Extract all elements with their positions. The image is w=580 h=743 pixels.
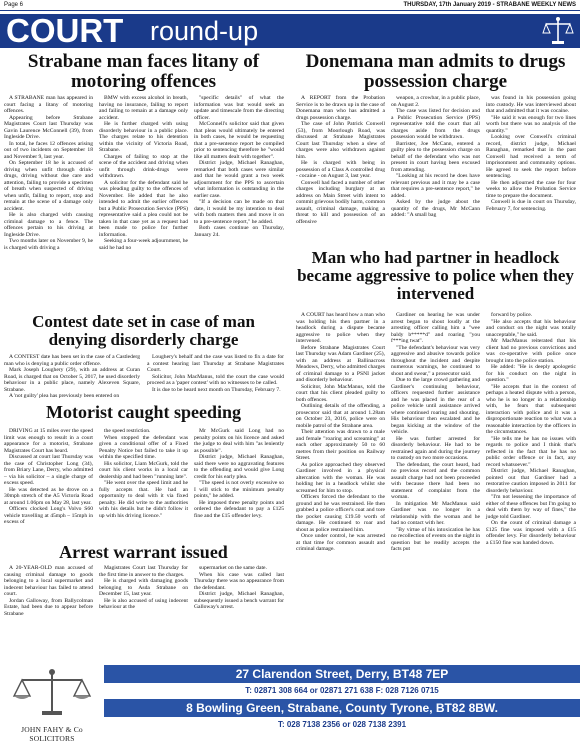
article-paragraph: District judge, Michael Ranaghan, said there were no aggravating features to the offending and would give Long credit for his early plea.	[194, 454, 284, 480]
firm-logo	[4, 668, 100, 743]
article-paragraph: Jordan Galloway, from Ballycolman Estate, had been due to appear before Strabane	[4, 597, 93, 617]
article-paragraph: When his case was called last Thursday there was no appearance from the defendant.	[194, 571, 284, 591]
article-paragraph: "He went over the speed limit and he fully accepts that. He had an opportunity to deal with it via fixed penalty. He did write to the authorities with his details but he didn't follow it up with his driving licence."	[99, 480, 188, 519]
article-paragraph: "He also accepts that his behaviour and conduct on the night was totally unacceptable," he said.	[486, 318, 576, 338]
office1-address: 27 Clarendon Street, Derry, BT48 7EP	[104, 665, 580, 683]
article-paragraph: District judge, Michael Ranaghan, remarked that both cases were similar and that he would grant a two week adjournment for the PPS to ascertain what information is outstanding in the earlier case.	[194, 160, 284, 199]
article-paragraph: forward by police.	[491, 312, 533, 318]
headline-warrant: Arrest warrant issued	[59, 542, 228, 562]
article-column	[391, 312, 480, 662]
article-paragraph: The case of John Patrick Conwell (53), from Moorlough Road, was discussed at Strabane Magistrates Court last Thursday when a slew of charges were also withdrawn against him.	[296, 121, 385, 160]
article-paragraph: Looking over Conwell's criminal record, district judge, Michael Ranaghan, remarked that in the past Conwell had received a term of imprisonment and community options. He agreed to seek the report before sentencing.	[486, 134, 576, 179]
office1-phones: T: 02871 308 664 or 02871 271 638 F: 028 7126 0715	[245, 686, 439, 695]
article-paragraph: A STRABANE man has appeared in court facing a litany of motoring offences.	[4, 95, 93, 114]
header-rule	[0, 10, 580, 11]
article-column	[486, 312, 576, 662]
article-paragraph: As police approached they observed Gardiner involved in a physical altercation with the woman. He was holding her in a headlock whilst she screamed for him to stop.	[296, 461, 385, 494]
article-paragraph: A solicitor for the defendant said he was pleading guilty to the offences of November. He added that he also intended to admit the earlier offences but a Public Prosecution Service (PPS) representative said a plea could not be taken in that case yet as a request had been made to police for further information.	[99, 179, 188, 238]
article-paragraph: was found in his possession going into custody. He was interviewed about that and admitted that it was cocaine.	[486, 95, 576, 114]
article-paragraph: A COURT has heard how a man who was holding his then partner in a headlock during a dispute became aggressive to police when they intervened.	[296, 312, 385, 344]
article-contest-body	[4, 354, 284, 404]
article-paragraph: Asked by the judge about the quantity of the drugs, Mr McCann added: "A small bag	[391, 199, 480, 218]
article-paragraph: Mark Joseph Loughery (29), with an address at Curan Road, is charged that on October 5, 2017, he used disorderly behaviour in a public place, namely Alexeven Square, Strabane.	[4, 367, 140, 393]
office2-phones: T: 028 7138 2356 or 028 7138 2391	[277, 720, 407, 729]
article-paragraph: Outlining details of the offending, a prosecutor said that at around 1.28am on October 23, 2016, police were on mobile patrol of the Strabane area.	[296, 403, 385, 429]
banner-roundup: round-up	[150, 16, 259, 46]
scales-logo-icon	[4, 668, 100, 718]
article-column	[194, 428, 284, 538]
article-paragraph: "I'm not lessening the importance of either of these offences but I'm going to deal with them by way of fines," the judge told Gardiner.	[486, 494, 576, 520]
article-paragraph: Conwell is due in court on Thursday, February 7, for sentencing.	[486, 199, 576, 212]
article-paragraph: When stopped the defendant was given a conditional offer of a Fixed Penalty Notice but failed to take it up within the specified time.	[99, 434, 188, 460]
solicitor-advert	[0, 664, 580, 743]
article-column	[4, 354, 140, 404]
article-paragraph: Seeking a four-week adjournment, he said he had no	[99, 238, 188, 251]
article-paragraph: In mitigation Mr MacManus said Gardiner was no longer in a relationship with the woman and he had no contact with her.	[391, 500, 480, 526]
article-paragraph: Their attention was drawn to a male and female "roaring and screaming" at each other approximately 50 to 60 metres from their position on Railway Street.	[296, 429, 385, 461]
article-column	[4, 95, 93, 311]
article-paragraph: Before Strabane Magistrates Court last Thursday was Adam Gardiner (25), with an address at Ballinacross Meadows, Derry, who admitted charges of criminal damage to a PSNI jacket and disorderly behaviour.	[296, 344, 386, 383]
article-paragraph: Officers forced the defendant to the ground and he was restrained. He then grabbed a police officer's coat and tore the pocket causing £19.50 worth of damage. He continued to roar and shout as police restrained him.	[296, 494, 385, 533]
section-banner	[0, 14, 580, 48]
article-headlock-body	[296, 312, 576, 662]
article-column	[296, 95, 385, 245]
article-paragraph: Barrister, Joe McCann, entered a guilty plea to the possession charge on behalf of the defendant who was not present in court having been excused from attending.	[391, 140, 480, 173]
headline-headlock: Man who had partner in headlock became aggressive to police when they intervened	[297, 248, 574, 303]
article-paragraph: He is further charged with using disorderly behaviour in a public place. The charges relate to his detention within the vicinity of Victoria Road, Strabane.	[99, 121, 188, 153]
article-litany-body	[4, 95, 284, 311]
article-paragraph: Conwell had faced a number of other charges including burglary at an address on Main Street with intent to commit grievous bodily harm, common assault, criminal damage, making a threat to kill and possession of an offensive	[296, 179, 385, 225]
article-paragraph: In total, he faces 12 offences arising out of two incidents on September 18 and November 9, last year.	[4, 140, 93, 160]
article-paragraph: Solicitor, John MacManus, told the court the case would proceed as a 'paper contest' with no witnesses to be called.	[147, 373, 284, 386]
article-paragraph: Two months later on November 9, he is charged with driving a	[4, 238, 93, 251]
article-paragraph: Solicitor, John MacManus, told the court that his client pleaded guilty to both offences.	[296, 383, 385, 403]
article-column	[194, 95, 284, 311]
scales-of-justice-icon	[542, 16, 574, 46]
article-paragraph: His solicitor, Liam McGurk, told the court his client works in a local car dealership and had been "running late".	[99, 460, 188, 480]
article-paragraph: "If a decision can be made on that date, it would be my intention to deal with both matters then and move it on to a pre-sentence report," he added.	[194, 199, 284, 225]
article-paragraph: A REPORT from the Probation Service is to be drawn up in the case of Donemana man who has admitted a drugs possession charge.	[296, 95, 385, 121]
headline-contest: Contest date set in case of man denying disorderly charge	[32, 312, 255, 349]
page-number: Page 6	[4, 2, 24, 8]
article-donemana-body	[296, 95, 576, 245]
article-paragraph: He is also accused of using indecent behaviour at the	[99, 597, 188, 610]
article-column	[194, 565, 284, 661]
banner-court: COURT	[6, 12, 124, 49]
article-paragraph: Loughery's behalf and the case was listed to fix a date for a contest hearing last Thursday at Strabane Magistrates Court.	[147, 354, 284, 373]
article-paragraph: supermarket on the same date.	[199, 565, 267, 571]
article-paragraph: Charges of failing to stop at the scene of the accident and driving when unfit through drink-drugs were withdrawn.	[99, 153, 188, 179]
article-paragraph: He was further arrested for disorderly behaviour. He had to be restrained again and during the journey to custody on two more occasions.	[391, 435, 480, 461]
article-column	[147, 354, 284, 404]
article-column	[99, 95, 188, 311]
article-column	[99, 565, 188, 661]
article-speeding-body	[4, 428, 284, 538]
article-column	[4, 565, 93, 661]
article-paragraph: A 'not guilty' plea has previously been entered on	[9, 393, 120, 399]
article-paragraph: He imposed three penalty points and ordered the defendant to pay a £125 fine and the £15 offender levy.	[194, 499, 284, 519]
article-paragraph: Magistrates Court last Thursday for the first time in answer to the charges.	[99, 565, 188, 578]
article-paragraph: Appearing before Strabane Magistrates Court last Thursday was Gavin Laurence McConnell (39), from Ingleside Drive.	[4, 114, 93, 140]
article-paragraph: The case was listed for decision and a Public Prosecution Service (PPS) representative told the court that all charges aside from the drugs possession would be withdrawn.	[391, 108, 480, 140]
article-paragraph: Officers clocked Long's Volvo S60 vehicle travelling at 45mph – 15mph in excess of	[4, 506, 93, 525]
article-column	[296, 312, 385, 662]
article-warrant-body	[4, 565, 284, 661]
article-paragraph: Both cases continue on Thursday, January 24.	[194, 225, 284, 238]
article-paragraph: District judge, Michael Ranaghan, subsequently issued a bench warrant for Galloway's arrest.	[194, 591, 284, 610]
article-paragraph: He added: "He is deeply apologetic for his conduct on the night in question."	[486, 364, 576, 383]
headline-speeding: Motorist caught speeding	[46, 402, 241, 422]
article-paragraph: McConnell's solicitor said that given that pleas would ultimately be entered in both cases, he would be requesting that a pre-sentence report be compiled prior to sentencing therefore he "would like all matters dealt with together".	[194, 121, 284, 160]
article-paragraph: District judge, Michael Ranaghan, pointed out that Gardiner had a restorative caution imposed in 2011 for disorderly behaviour.	[486, 468, 576, 494]
article-paragraph: "Looking at his record he does have relevant previous and it may be a case that requires a pre-sentence report," he added.	[391, 173, 480, 199]
article-paragraph: "The defendant's behaviour was very aggressive and abusive towards police throughout the incident and despite numerous warnings, he continued to shout and swear," a prosecutor said.	[391, 344, 480, 377]
article-paragraph: "By virtue of his intoxication he has no recollection of events on the night in question but he readily accepts the facts put	[391, 526, 481, 552]
article-paragraph: A 20-YEAR-OLD man accused of causing criminal damage to goods belonging to a local supermarket and indecent behaviour has failed to attend court.	[4, 565, 93, 597]
headline-litany: Strabane man faces litany of motoring offences	[27, 51, 260, 92]
dateline: THURSDAY, 17th January 2019 - STRABANE WEEKLY NEWS	[403, 2, 576, 8]
article-column	[486, 95, 576, 245]
article-paragraph: DRIVING at 15 miles over the speed limit was enough to result in a court appearance for a motorist, Strabane Magistrates Court has heard.	[4, 428, 93, 454]
article-paragraph: Mr McGurk said Long had no penalty points on his licence and asked the judge to deal with him "as leniently as possible".	[194, 428, 284, 454]
article-paragraph: "He tells me he has no issues with regards to police and I think that's reflected in the fact that he has no public order offence or in fact, any record whatsoever."	[486, 435, 576, 468]
article-column	[391, 95, 480, 245]
article-paragraph: He is also charged with causing criminal damage to a fence. The offences pertain to his driving at Ingleside Drive.	[4, 212, 93, 238]
article-paragraph: He is charged with being in possession of a Class A controlled drug - cocaine - on August 3, last year.	[296, 160, 385, 179]
article-paragraph: On the count of criminal damage a £125 fine was imposed with a £15 offender levy. For disorderly behaviour a £150 fine was handed down.	[486, 520, 576, 546]
article-paragraph: weapon, a crowbar, in a public place, on August 2.	[391, 95, 480, 108]
article-paragraph: "The speed is not overly excessive so I will stick to the minimum penalty points," he added.	[194, 480, 284, 499]
headline-donemana: Donemana man admits to drugs possession charge	[305, 51, 566, 92]
article-paragraph: The defendant, the court heard, had no previous record and the common assault charge had not been proceeded with because there had been no statement of complaint from the woman.	[391, 461, 480, 500]
office2-address: 8 Bowling Green, Strabane, County Tyrone, BT82 8BW.	[104, 699, 580, 717]
article-column	[99, 428, 188, 538]
article-paragraph: A CONTEST date has been set in the case of a Castlederg man who is denying a public order offence.	[4, 354, 140, 367]
firm-name: JOHN FAHY & Co SOLICITORS	[21, 725, 83, 743]
article-paragraph: "specific details" of what the information was but would seek an update and timescale from the directing officer.	[194, 95, 284, 121]
article-paragraph: On September 18 he is accused of driving when unfit through drink-drugs, driving without due care and attention, failing to provide a specimen of breath when suspected of driving when unfit, failing to report, stop and remain at the scene of a damage only accident.	[4, 160, 93, 212]
article-paragraph: Discussed at court last Thursday was the case of Christopher Long (34), from Briary Lane, Derry, who admitted – via his solicitor – a single charge of excess speed.	[4, 454, 93, 486]
article-paragraph: He is charged with damaging goods belonging to Asda Strabane on December 15, last year.	[99, 578, 188, 597]
article-paragraph: Once under control, he was arrested at that time for common assault and criminal damage.	[296, 533, 385, 552]
article-paragraph: "He said it was enough for two lines worth but there was no analysis of the quantity."	[486, 114, 576, 134]
article-paragraph: Due to the large crowd gathering and Gardiner's continuing behaviour, officers requested further assistance and he was placed in the rear of a police vehicle until assistance arrived where continued roaring and shouting. His behaviour then escalated and he began kicking at the window of the vehicle.	[391, 377, 480, 435]
article-column	[4, 428, 93, 538]
page-header	[0, 0, 580, 10]
article-paragraph: BMW with excess alcohol in breath, having no insurance, failing to report and failing to remain at a damage only accident.	[99, 95, 188, 121]
article-paragraph: "He accepts that in the context of perhaps a heated dispute with a person, who he is no longer in a relationship with, he fears that subsequent interaction with police and it was a disproportionate reaction to what was a reasonable interaction by the officers in the circumstances.	[486, 383, 576, 435]
article-paragraph: Mr MacManus reiterated that his client had no previous convictions and was co-operative with police once brought into the police station.	[486, 338, 576, 364]
article-paragraph: Gardiner on hearing he was under arrest began to shout loudly at the arresting officer calling him a "wee baldy b*****d" and roaring "you f***ing twat".	[391, 312, 480, 344]
article-paragraph: It is due to be heard next month on Thursday, February 7.	[152, 386, 281, 393]
article-paragraph: the speed restriction.	[104, 428, 151, 434]
article-paragraph: He was detected as he drove on a 30mph stretch of the A5 Victoria Road at around 1.06pm on May 28, last year.	[4, 486, 93, 506]
article-paragraph: He then adjourned the case for four weeks to allow the Probation Service time to prepare the document.	[486, 179, 576, 199]
